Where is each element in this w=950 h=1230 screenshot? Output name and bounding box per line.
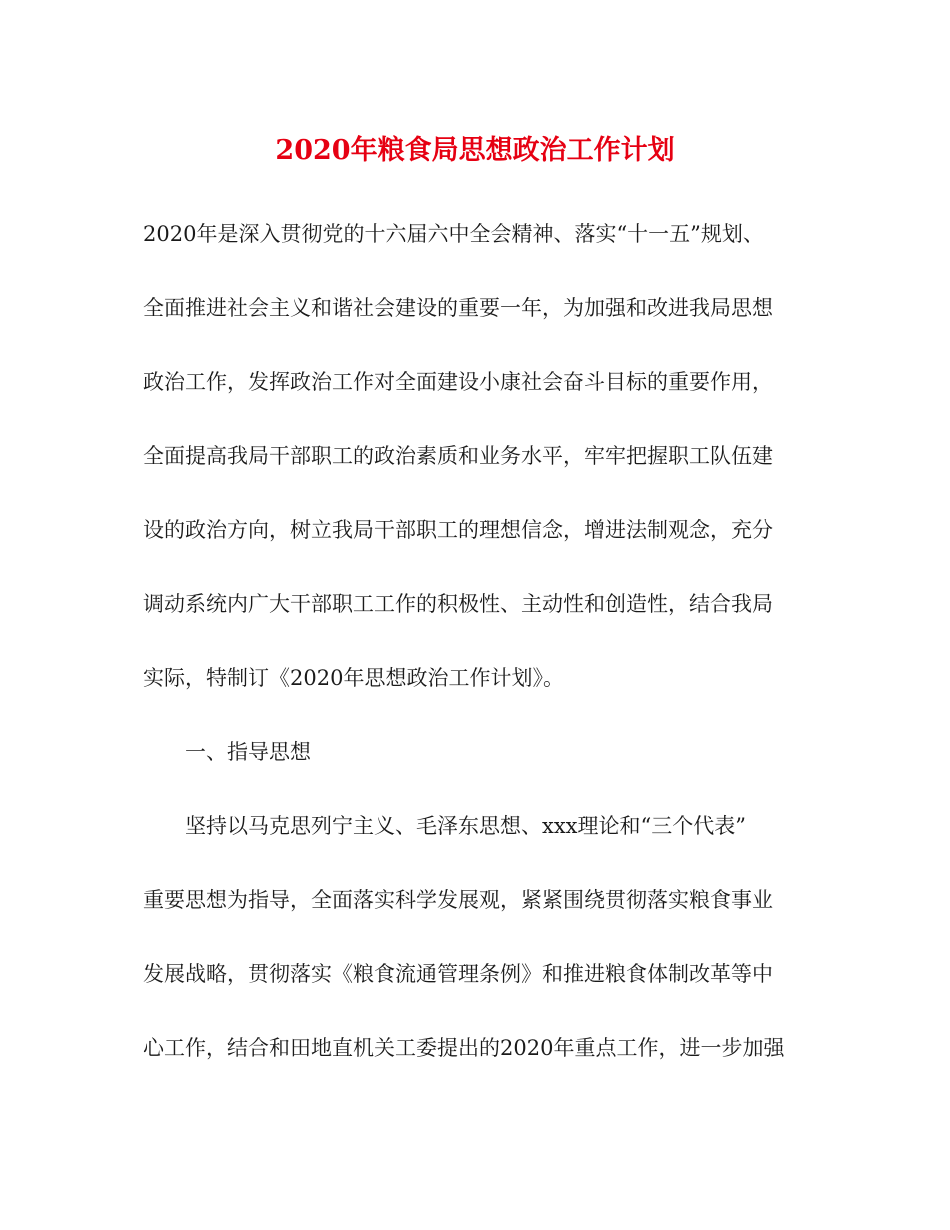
document-title: 2020年粮食局思想政治工作计划 — [275, 135, 675, 166]
body-line-4: 全面提高我局干部职工的政治素质和业务水平，牢牢把握职工队伍建 — [143, 444, 773, 468]
body-line-11: 发展战略，贯彻落实《粮食流通管理条例》和推进粮食体制改革等中 — [143, 962, 773, 986]
body-line-6: 调动系统内广大干部职工工作的积极性、主动性和创造性，结合我局 — [143, 592, 773, 616]
section-heading-guiding-thought: 一、指导思想 — [185, 740, 311, 764]
body-line-12: 心工作，结合和田地直机关工委提出的2020年重点工作，进一步加强 — [143, 1036, 785, 1060]
body-line-10: 重要思想为指导，全面落实科学发展观，紧紧围绕贯彻落实粮食事业 — [143, 888, 773, 912]
body-line-9: 坚持以马克思列宁主义、毛泽东思想、xxx理论和“三个代表” — [185, 814, 746, 838]
body-line-3: 政治工作，发挥政治工作对全面建设小康社会奋斗目标的重要作用， — [143, 370, 773, 394]
body-line-7: 实际，特制订《2020年思想政治工作计划》。 — [143, 666, 564, 690]
body-line-2: 全面推进社会主义和谐社会建设的重要一年，为加强和改进我局思想 — [143, 296, 773, 320]
body-line-1: 2020年是深入贯彻党的十六届六中全会精神、落实“十一五”规划、 — [143, 222, 764, 246]
body-line-5: 设的政治方向，树立我局干部职工的理想信念，增进法制观念，充分 — [143, 518, 773, 542]
